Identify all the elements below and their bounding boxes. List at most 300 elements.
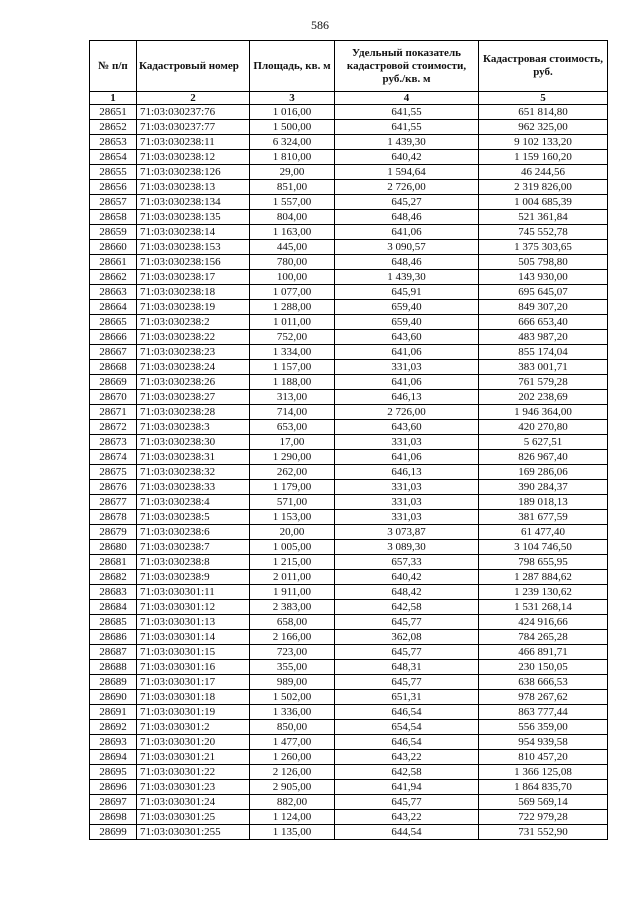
cadastral-value-cell: 666 653,40	[479, 315, 608, 330]
column-number: 2	[137, 92, 250, 105]
row-number-cell: 28693	[90, 735, 137, 750]
row-number-cell: 28664	[90, 300, 137, 315]
area-cell: 1 135,00	[250, 825, 335, 840]
specific-value-cell: 645,77	[335, 645, 479, 660]
table-row	[90, 285, 608, 300]
row-number-cell: 28691	[90, 705, 137, 720]
area-cell: 850,00	[250, 720, 335, 735]
specific-value-cell: 3 090,57	[335, 240, 479, 255]
row-number-cell: 28660	[90, 240, 137, 255]
table-row	[90, 435, 608, 450]
table-row	[90, 645, 608, 660]
table-row	[90, 660, 608, 675]
area-cell: 1 005,00	[250, 540, 335, 555]
row-number-cell: 28683	[90, 585, 137, 600]
table-row	[90, 525, 608, 540]
specific-value-cell: 657,33	[335, 555, 479, 570]
area-cell: 1 288,00	[250, 300, 335, 315]
header-cadastral-number: Кадастровый номер	[137, 41, 250, 92]
row-number-cell: 28674	[90, 450, 137, 465]
row-number-cell: 28688	[90, 660, 137, 675]
row-number-cell: 28694	[90, 750, 137, 765]
cadastral-value-cell: 731 552,90	[479, 825, 608, 840]
specific-value-cell: 1 439,30	[335, 135, 479, 150]
cadastral-value-cell: 810 457,20	[479, 750, 608, 765]
specific-value-cell: 648,42	[335, 585, 479, 600]
row-number-cell: 28687	[90, 645, 137, 660]
row-number-cell: 28698	[90, 810, 137, 825]
cadastral-value-cell: 3 104 746,50	[479, 540, 608, 555]
area-cell: 1 260,00	[250, 750, 335, 765]
cadastral-number-cell: 71:03:030238:22	[137, 330, 250, 345]
specific-value-cell: 1 439,30	[335, 270, 479, 285]
specific-value-cell: 648,46	[335, 255, 479, 270]
row-number-cell: 28699	[90, 825, 137, 840]
cadastral-value-cell: 1 004 685,39	[479, 195, 608, 210]
table-header	[90, 41, 608, 92]
row-number-cell: 28667	[90, 345, 137, 360]
table-row	[90, 165, 608, 180]
area-cell: 851,00	[250, 180, 335, 195]
row-number-cell: 28690	[90, 690, 137, 705]
table-row	[90, 195, 608, 210]
row-number-cell: 28651	[90, 105, 137, 120]
column-number: 5	[479, 92, 608, 105]
cadastral-number-cell: 71:03:030238:28	[137, 405, 250, 420]
cadastral-number-cell: 71:03:030238:24	[137, 360, 250, 375]
header-row-number: № п/п	[90, 41, 137, 92]
row-number-cell: 28685	[90, 615, 137, 630]
cadastral-value-cell: 169 286,06	[479, 465, 608, 480]
specific-value-cell: 1 594,64	[335, 165, 479, 180]
cadastral-value-cell: 826 967,40	[479, 450, 608, 465]
area-cell: 882,00	[250, 795, 335, 810]
row-number-cell: 28672	[90, 420, 137, 435]
cadastral-value-cell: 556 359,00	[479, 720, 608, 735]
specific-value-cell: 651,31	[335, 690, 479, 705]
cadastral-value-cell: 466 891,71	[479, 645, 608, 660]
cadastral-value-cell: 722 979,28	[479, 810, 608, 825]
table-row	[90, 600, 608, 615]
table-row	[90, 540, 608, 555]
cadastral-value-cell: 849 307,20	[479, 300, 608, 315]
cadastral-number-cell: 71:03:030301:16	[137, 660, 250, 675]
cadastral-value-cell: 1 287 884,62	[479, 570, 608, 585]
table-row	[90, 615, 608, 630]
cadastral-number-cell: 71:03:030238:2	[137, 315, 250, 330]
specific-value-cell: 643,22	[335, 810, 479, 825]
table-row	[90, 630, 608, 645]
cadastral-number-cell: 71:03:030238:31	[137, 450, 250, 465]
cadastral-value-cell: 383 001,71	[479, 360, 608, 375]
cadastral-value-cell: 9 102 133,20	[479, 135, 608, 150]
specific-value-cell: 331,03	[335, 495, 479, 510]
cadastral-value-cell: 761 579,28	[479, 375, 608, 390]
specific-value-cell: 646,13	[335, 465, 479, 480]
cadastral-value-cell: 189 018,13	[479, 495, 608, 510]
table-row	[90, 180, 608, 195]
cadastral-value-cell: 5 627,51	[479, 435, 608, 450]
row-number-cell: 28679	[90, 525, 137, 540]
page-number: 586	[311, 18, 329, 32]
row-number-cell: 28661	[90, 255, 137, 270]
row-number-cell: 28659	[90, 225, 137, 240]
table-row	[90, 720, 608, 735]
cadastral-number-cell: 71:03:030301:13	[137, 615, 250, 630]
cadastral-number-cell: 71:03:030238:13	[137, 180, 250, 195]
cadastral-value-cell: 638 666,53	[479, 675, 608, 690]
table-row	[90, 225, 608, 240]
cadastral-number-cell: 71:03:030301:21	[137, 750, 250, 765]
area-cell: 780,00	[250, 255, 335, 270]
area-cell: 1 290,00	[250, 450, 335, 465]
cadastral-value-cell: 1 239 130,62	[479, 585, 608, 600]
cadastral-value-cell: 202 238,69	[479, 390, 608, 405]
cadastral-number-cell: 71:03:030301:2	[137, 720, 250, 735]
cadastral-value-cell: 745 552,78	[479, 225, 608, 240]
cadastral-number-cell: 71:03:030301:15	[137, 645, 250, 660]
row-number-cell: 28682	[90, 570, 137, 585]
table-row	[90, 585, 608, 600]
cadastral-value-cell: 962 325,00	[479, 120, 608, 135]
row-number-cell: 28652	[90, 120, 137, 135]
specific-value-cell: 641,06	[335, 345, 479, 360]
header-row	[90, 41, 608, 92]
cadastral-value-cell: 483 987,20	[479, 330, 608, 345]
specific-value-cell: 648,31	[335, 660, 479, 675]
cadastral-number-cell: 71:03:030301:20	[137, 735, 250, 750]
table-row	[90, 675, 608, 690]
cadastral-value-cell: 569 569,14	[479, 795, 608, 810]
cadastral-value-cell: 855 174,04	[479, 345, 608, 360]
cadastral-number-cell: 71:03:030238:134	[137, 195, 250, 210]
row-number-cell: 28658	[90, 210, 137, 225]
header-specific-value: Удельный показатель кадастровой стоимости, руб./кв. м	[335, 41, 479, 92]
row-number-cell: 28657	[90, 195, 137, 210]
row-number-cell: 28695	[90, 765, 137, 780]
specific-value-cell: 641,55	[335, 105, 479, 120]
row-number-cell: 28669	[90, 375, 137, 390]
area-cell: 2 905,00	[250, 780, 335, 795]
area-cell: 2 011,00	[250, 570, 335, 585]
cadastral-number-cell: 71:03:030301:19	[137, 705, 250, 720]
area-cell: 658,00	[250, 615, 335, 630]
row-number-cell: 28676	[90, 480, 137, 495]
cadastral-number-cell: 71:03:030301:18	[137, 690, 250, 705]
table-row	[90, 375, 608, 390]
cadastral-value-cell: 424 916,66	[479, 615, 608, 630]
row-number-cell: 28671	[90, 405, 137, 420]
specific-value-cell: 641,06	[335, 225, 479, 240]
specific-value-cell: 646,54	[335, 705, 479, 720]
area-cell: 355,00	[250, 660, 335, 675]
table-row	[90, 210, 608, 225]
area-cell: 262,00	[250, 465, 335, 480]
table-row	[90, 750, 608, 765]
table-body	[90, 92, 608, 840]
row-number-cell: 28696	[90, 780, 137, 795]
row-number-cell: 28681	[90, 555, 137, 570]
specific-value-cell: 648,46	[335, 210, 479, 225]
cadastral-number-cell: 71:03:030238:135	[137, 210, 250, 225]
column-number-row	[90, 92, 608, 105]
table-row	[90, 510, 608, 525]
row-number-cell: 28655	[90, 165, 137, 180]
area-cell: 571,00	[250, 495, 335, 510]
cadastral-value-cell: 46 244,56	[479, 165, 608, 180]
row-number-cell: 28656	[90, 180, 137, 195]
cadastral-number-cell: 71:03:030238:30	[137, 435, 250, 450]
cadastral-number-cell: 71:03:030301:23	[137, 780, 250, 795]
cadastral-value-cell: 784 265,28	[479, 630, 608, 645]
table-row	[90, 120, 608, 135]
area-cell: 1 011,00	[250, 315, 335, 330]
cadastral-number-cell: 71:03:030238:7	[137, 540, 250, 555]
table-row	[90, 690, 608, 705]
row-number-cell: 28668	[90, 360, 137, 375]
table-row	[90, 405, 608, 420]
table-row	[90, 270, 608, 285]
cadastral-value-cell: 505 798,80	[479, 255, 608, 270]
table-row	[90, 240, 608, 255]
cadastral-value-cell: 651 814,80	[479, 105, 608, 120]
cadastral-value-cell: 1 159 160,20	[479, 150, 608, 165]
cadastral-number-cell: 71:03:030238:27	[137, 390, 250, 405]
area-cell: 17,00	[250, 435, 335, 450]
cadastral-value-cell: 61 477,40	[479, 525, 608, 540]
area-cell: 1 016,00	[250, 105, 335, 120]
table-row	[90, 330, 608, 345]
cadastral-number-cell: 71:03:030238:8	[137, 555, 250, 570]
area-cell: 6 324,00	[250, 135, 335, 150]
area-cell: 804,00	[250, 210, 335, 225]
area-cell: 1 334,00	[250, 345, 335, 360]
area-cell: 989,00	[250, 675, 335, 690]
table-row	[90, 795, 608, 810]
cadastral-number-cell: 71:03:030301:14	[137, 630, 250, 645]
table-row	[90, 135, 608, 150]
table-row	[90, 825, 608, 840]
cadastral-number-cell: 71:03:030238:14	[137, 225, 250, 240]
cadastral-number-cell: 71:03:030301:25	[137, 810, 250, 825]
cadastral-number-cell: 71:03:030238:26	[137, 375, 250, 390]
row-number-cell: 28670	[90, 390, 137, 405]
specific-value-cell: 2 726,00	[335, 180, 479, 195]
column-number: 4	[335, 92, 479, 105]
cadastral-value-cell: 2 319 826,00	[479, 180, 608, 195]
cadastral-value-cell: 1 946 364,00	[479, 405, 608, 420]
cadastral-number-cell: 71:03:030238:156	[137, 255, 250, 270]
area-cell: 1 502,00	[250, 690, 335, 705]
row-number-cell: 28653	[90, 135, 137, 150]
table-row	[90, 555, 608, 570]
specific-value-cell: 642,58	[335, 600, 479, 615]
row-number-cell: 28666	[90, 330, 137, 345]
specific-value-cell: 641,94	[335, 780, 479, 795]
specific-value-cell: 331,03	[335, 435, 479, 450]
table-row	[90, 810, 608, 825]
specific-value-cell: 645,91	[335, 285, 479, 300]
row-number-cell: 28677	[90, 495, 137, 510]
cadastral-number-cell: 71:03:030238:9	[137, 570, 250, 585]
cadastral-number-cell: 71:03:030301:24	[137, 795, 250, 810]
specific-value-cell: 646,54	[335, 735, 479, 750]
specific-value-cell: 331,03	[335, 510, 479, 525]
table-row	[90, 345, 608, 360]
cadastral-number-cell: 71:03:030301:255	[137, 825, 250, 840]
cadastral-value-cell: 695 645,07	[479, 285, 608, 300]
cadastral-number-cell: 71:03:030238:33	[137, 480, 250, 495]
column-number: 3	[250, 92, 335, 105]
cadastral-number-cell: 71:03:030301:17	[137, 675, 250, 690]
cadastral-value-cell: 863 777,44	[479, 705, 608, 720]
cadastral-value-table	[89, 40, 608, 840]
cadastral-number-cell: 71:03:030238:23	[137, 345, 250, 360]
cadastral-value-cell: 954 939,58	[479, 735, 608, 750]
area-cell: 1 157,00	[250, 360, 335, 375]
table-row	[90, 780, 608, 795]
specific-value-cell: 2 726,00	[335, 405, 479, 420]
table-row	[90, 495, 608, 510]
row-number-cell: 28680	[90, 540, 137, 555]
column-number: 1	[90, 92, 137, 105]
table-row	[90, 765, 608, 780]
table-row	[90, 480, 608, 495]
specific-value-cell: 331,03	[335, 360, 479, 375]
table-row	[90, 735, 608, 750]
specific-value-cell: 331,03	[335, 480, 479, 495]
table-row	[90, 150, 608, 165]
area-cell: 1 500,00	[250, 120, 335, 135]
table-row	[90, 420, 608, 435]
row-number-cell: 28692	[90, 720, 137, 735]
area-cell: 445,00	[250, 240, 335, 255]
specific-value-cell: 3 073,87	[335, 525, 479, 540]
area-cell: 20,00	[250, 525, 335, 540]
table-row	[90, 255, 608, 270]
cadastral-value-cell: 1 366 125,08	[479, 765, 608, 780]
area-cell: 714,00	[250, 405, 335, 420]
row-number-cell: 28686	[90, 630, 137, 645]
specific-value-cell: 644,54	[335, 825, 479, 840]
cadastral-value-cell: 978 267,62	[479, 690, 608, 705]
area-cell: 752,00	[250, 330, 335, 345]
specific-value-cell: 643,22	[335, 750, 479, 765]
row-number-cell: 28662	[90, 270, 137, 285]
cadastral-value-cell: 143 930,00	[479, 270, 608, 285]
area-cell: 1 153,00	[250, 510, 335, 525]
specific-value-cell: 640,42	[335, 150, 479, 165]
cadastral-number-cell: 71:03:030238:126	[137, 165, 250, 180]
area-cell: 2 126,00	[250, 765, 335, 780]
area-cell: 1 911,00	[250, 585, 335, 600]
area-cell: 723,00	[250, 645, 335, 660]
header-area: Площадь, кв. м	[250, 41, 335, 92]
cadastral-number-cell: 71:03:030238:32	[137, 465, 250, 480]
cadastral-number-cell: 71:03:030238:17	[137, 270, 250, 285]
row-number-cell: 28697	[90, 795, 137, 810]
cadastral-number-cell: 71:03:030238:18	[137, 285, 250, 300]
specific-value-cell: 362,08	[335, 630, 479, 645]
cadastral-value-cell: 1 864 835,70	[479, 780, 608, 795]
cadastral-number-cell: 71:03:030238:6	[137, 525, 250, 540]
row-number-cell: 28673	[90, 435, 137, 450]
cadastral-number-cell: 71:03:030238:3	[137, 420, 250, 435]
area-cell: 2 383,00	[250, 600, 335, 615]
row-number-cell: 28689	[90, 675, 137, 690]
row-number-cell: 28663	[90, 285, 137, 300]
area-cell: 1 810,00	[250, 150, 335, 165]
area-cell: 1 188,00	[250, 375, 335, 390]
specific-value-cell: 641,06	[335, 450, 479, 465]
cadastral-number-cell: 71:03:030301:11	[137, 585, 250, 600]
specific-value-cell: 642,58	[335, 765, 479, 780]
cadastral-value-cell: 1 531 268,14	[479, 600, 608, 615]
cadastral-value-cell: 1 375 303,65	[479, 240, 608, 255]
area-cell: 1 124,00	[250, 810, 335, 825]
cadastral-number-cell: 71:03:030238:5	[137, 510, 250, 525]
cadastral-number-cell: 71:03:030238:153	[137, 240, 250, 255]
area-cell: 1 179,00	[250, 480, 335, 495]
specific-value-cell: 645,77	[335, 795, 479, 810]
specific-value-cell: 645,77	[335, 675, 479, 690]
cadastral-number-cell: 71:03:030238:11	[137, 135, 250, 150]
specific-value-cell: 640,42	[335, 570, 479, 585]
cadastral-value-cell: 230 150,05	[479, 660, 608, 675]
table-row	[90, 360, 608, 375]
area-cell: 1 477,00	[250, 735, 335, 750]
row-number-cell: 28665	[90, 315, 137, 330]
specific-value-cell: 3 089,30	[335, 540, 479, 555]
row-number-cell: 28684	[90, 600, 137, 615]
area-cell: 1 163,00	[250, 225, 335, 240]
area-cell: 100,00	[250, 270, 335, 285]
area-cell: 1 077,00	[250, 285, 335, 300]
table-row	[90, 390, 608, 405]
row-number-cell: 28675	[90, 465, 137, 480]
table-row	[90, 315, 608, 330]
specific-value-cell: 654,54	[335, 720, 479, 735]
specific-value-cell: 645,77	[335, 615, 479, 630]
specific-value-cell: 646,13	[335, 390, 479, 405]
area-cell: 313,00	[250, 390, 335, 405]
cadastral-number-cell: 71:03:030238:4	[137, 495, 250, 510]
row-number-cell: 28678	[90, 510, 137, 525]
area-cell: 2 166,00	[250, 630, 335, 645]
row-number-cell: 28654	[90, 150, 137, 165]
cadastral-value-cell: 381 677,59	[479, 510, 608, 525]
specific-value-cell: 645,27	[335, 195, 479, 210]
cadastral-value-cell: 798 655,95	[479, 555, 608, 570]
area-cell: 1 336,00	[250, 705, 335, 720]
table-row	[90, 705, 608, 720]
table-row	[90, 570, 608, 585]
cadastral-value-cell: 521 361,84	[479, 210, 608, 225]
area-cell: 653,00	[250, 420, 335, 435]
area-cell: 29,00	[250, 165, 335, 180]
specific-value-cell: 643,60	[335, 330, 479, 345]
area-cell: 1 215,00	[250, 555, 335, 570]
cadastral-value-cell: 420 270,80	[479, 420, 608, 435]
table-row	[90, 105, 608, 120]
cadastral-number-cell: 71:03:030238:19	[137, 300, 250, 315]
cadastral-number-cell: 71:03:030301:12	[137, 600, 250, 615]
table-row	[90, 450, 608, 465]
specific-value-cell: 643,60	[335, 420, 479, 435]
table-row	[90, 300, 608, 315]
table-row	[90, 465, 608, 480]
specific-value-cell: 641,55	[335, 120, 479, 135]
